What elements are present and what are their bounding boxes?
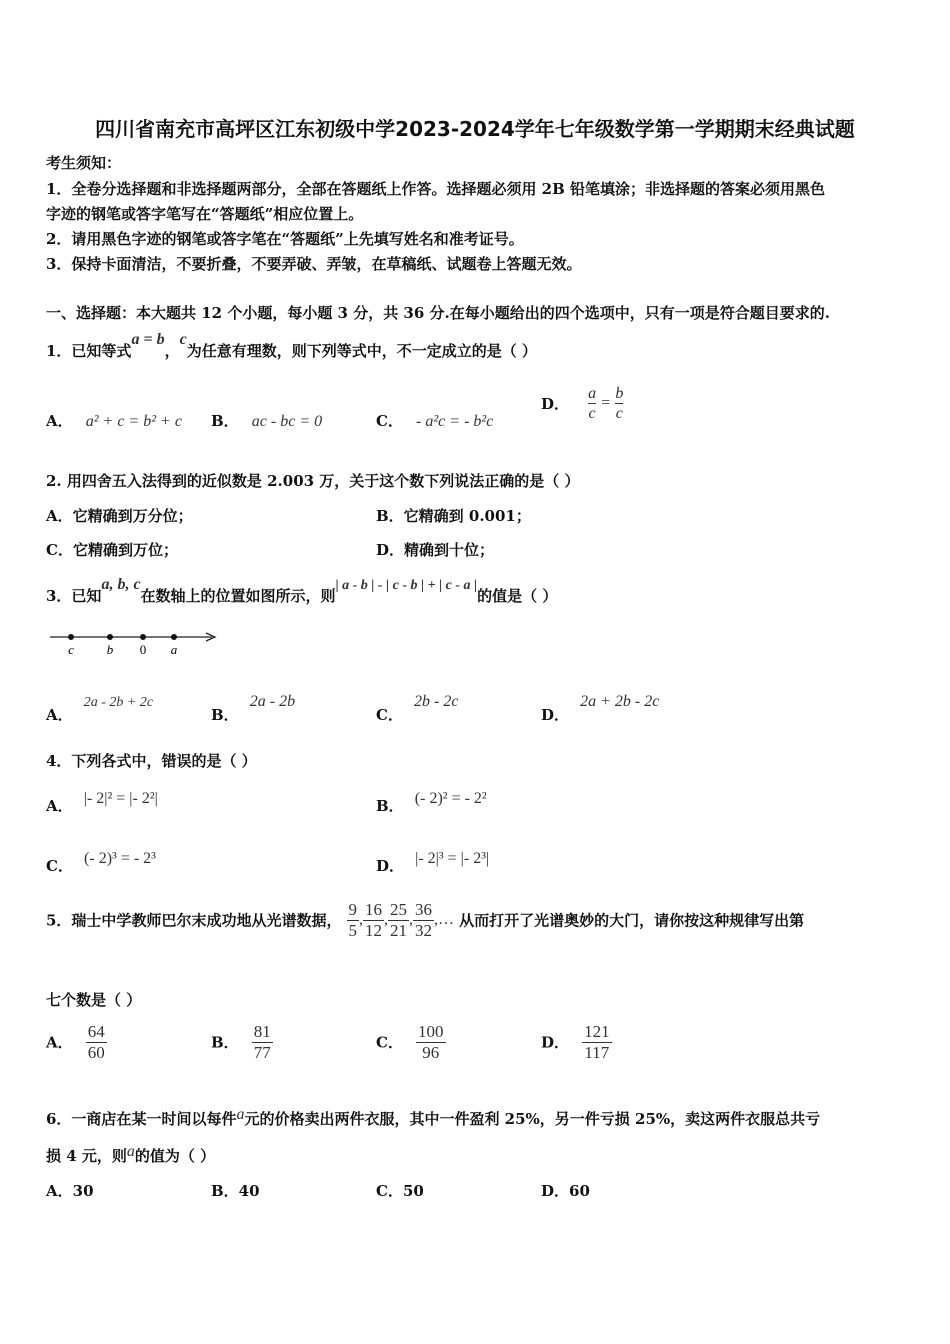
q5-seq-fraction-4: [413, 900, 434, 940]
q1-d-left-denominator: c: [588, 405, 596, 423]
q1-option-b-math: ac - bc = 0: [251, 413, 323, 430]
q1-d-equals: =: [601, 394, 611, 412]
notice-line-2: 2．请用黑色字迹的钢笔或答字笔在“答题纸”上先填写姓名和准考证号。: [46, 230, 524, 248]
q5-option-d[interactable]: [541, 1022, 612, 1062]
q6-pre: 6．一商店在某一时间以每件: [46, 1110, 237, 1128]
q4-option-c-label: C．: [46, 857, 73, 875]
question-3-stem: [46, 576, 558, 606]
axis-label-0: 0: [139, 642, 147, 657]
q5-a-den: 60: [87, 1042, 105, 1062]
q5-c-num: 100: [418, 1022, 444, 1041]
q3-option-d-label: D．: [541, 706, 570, 724]
q5-stem-line-2: 七个数是（ ）: [46, 991, 142, 1009]
q6-variable-a: a: [236, 1106, 245, 1123]
q5-d-den: 117: [584, 1042, 610, 1062]
q6-option-c[interactable]: C．50: [376, 1182, 424, 1200]
q1-d-right-denominator: c: [615, 405, 623, 423]
question-5-stem: 5．瑞士中学教师巴尔末成功地从光谱数据， $\frac{9}{5}$ , $\frac{16}{12}$ , $\frac{25}{21}$ , $\frac{36}{32}$ ,… 从而打开了光谱奥妙的大门，请你按这种规律写出第: [46, 900, 805, 940]
q1-d-right-numerator: b: [615, 384, 623, 404]
question-2-stem: 2. 用四舍五入法得到的近似数是 2.003 万，关于这个数下列说法正确的是（ ）: [46, 472, 580, 490]
q5-seq-1-den: 5: [348, 920, 358, 940]
point-b: [107, 634, 113, 640]
q1-option-d-label: D．: [541, 395, 570, 414]
q3-expression: | a - b | - | c - b | + | c - a |: [335, 578, 478, 593]
q5-seq-4-num: 36: [415, 900, 433, 919]
q5-option-b[interactable]: [211, 1022, 273, 1062]
q3-option-c[interactable]: [376, 690, 459, 724]
q5-seq-fraction-1: [347, 900, 360, 940]
q3-option-a-math: 2a - 2b + 2c: [83, 695, 154, 710]
q3-option-a-label: A．: [46, 706, 73, 724]
q5-option-d-fraction: [582, 1022, 612, 1062]
q4-option-d-math: |- 2|³ = |- 2³|: [415, 850, 490, 867]
q3-option-b-label: B．: [211, 706, 239, 724]
q1-option-c[interactable]: [376, 410, 493, 431]
q5-option-d-label: D．: [541, 1033, 570, 1052]
q5-post: 从而打开了光谱奥妙的大门，请你按这种规律写出第: [459, 911, 805, 930]
q2-option-b[interactable]: B．它精确到 0.001；: [376, 507, 531, 525]
q6-post: 元的价格卖出两件衣服，其中一件盈利 25%，另一件亏损 25%，卖这两件衣服总共亏: [244, 1110, 821, 1128]
q3-mid: 在数轴上的位置如图所示，则: [140, 587, 336, 605]
q1-option-b-label: B．: [211, 412, 239, 430]
q4-option-a-label: A．: [46, 797, 73, 815]
q5-option-a-label: A．: [46, 1033, 73, 1052]
q4-option-d-label: D．: [376, 857, 405, 875]
section-heading: 一、选择题：本大题共 12 个小题，每小题 3 分，共 36 分.在每小题给出的四个选项中，只有一项是符合题目要求的.: [46, 304, 830, 322]
q3-option-a[interactable]: [46, 690, 154, 724]
q5-seq-1-num: 9: [348, 900, 358, 919]
notice-line-1b: 字迹的钢笔或答字笔写在“答题纸”相应位置上。: [46, 205, 364, 223]
q6-option-d[interactable]: D．60: [541, 1182, 590, 1200]
q4-option-a[interactable]: [46, 787, 158, 815]
notice-heading: 考生须知：: [46, 154, 122, 172]
q5-option-c[interactable]: [376, 1022, 446, 1062]
q5-option-a-fraction: [86, 1022, 107, 1062]
q3-option-d[interactable]: [541, 690, 660, 724]
q4-option-b-label: B．: [376, 797, 404, 815]
q5-option-c-fraction: [416, 1022, 446, 1062]
axis-label-b: b: [106, 642, 114, 657]
q6-line2-post: 的值为（ ）: [134, 1147, 216, 1165]
q1-option-c-math: - a²c = - b²c: [416, 413, 494, 430]
notice-line-3: 3．保持卡面清洁，不要折叠，不要弄破、弄皱，在草稿纸、试题卷上答题无效。: [46, 255, 582, 273]
page-title: 四川省南充市高坪区江东初级中学2023-2024学年七年级数学第一学期期末经典试题: [95, 117, 855, 141]
q1-option-d[interactable]: [541, 384, 623, 423]
q5-option-b-fraction: [252, 1022, 273, 1062]
question-6-stem: [46, 1108, 820, 1129]
q5-pre: 5．瑞士中学教师巴尔末成功地从光谱数据，: [46, 911, 342, 930]
q4-option-b[interactable]: [376, 787, 487, 815]
q5-d-num: 121: [584, 1022, 610, 1041]
question-1-stem: [46, 331, 537, 361]
q4-option-c[interactable]: [46, 847, 156, 875]
q2-option-d[interactable]: D．精确到十位；: [376, 541, 495, 559]
point-c: [68, 634, 74, 640]
q1-option-a-math: a² + c = b² + c: [85, 413, 182, 430]
q3-pre: 3．已知: [46, 587, 102, 605]
q1-option-a-label: A．: [46, 412, 73, 430]
q5-ellipsis: …: [438, 911, 455, 929]
q1-d-left-numerator: a: [588, 384, 596, 404]
axis-label-a: a: [170, 642, 178, 657]
number-line-figure: [46, 624, 221, 658]
q3-option-c-math: 2b - 2c: [414, 693, 459, 710]
q3-vars: a, b, c: [101, 576, 141, 593]
q5-option-a[interactable]: [46, 1022, 107, 1062]
axis-label-c: c: [68, 642, 74, 657]
q5-seq-2-den: 12: [365, 920, 383, 940]
q1-post: 为任意有理数，则下列等式中，不一定成立的是（ ）: [186, 342, 537, 360]
q2-option-c[interactable]: C．它精确到万位；: [46, 541, 178, 559]
q1-variable-c: c: [179, 331, 187, 348]
q5-seq-fraction-3: [388, 900, 409, 940]
q5-seq-2-num: 16: [365, 900, 383, 919]
q1-option-b[interactable]: [211, 410, 322, 431]
q5-b-den: 77: [253, 1042, 271, 1062]
q1-option-a[interactable]: [46, 410, 182, 431]
q1-comma: ，: [164, 342, 180, 360]
point-a: [171, 634, 177, 640]
q3-option-b-math: 2a - 2b: [249, 693, 296, 710]
q4-option-b-math: (- 2)² = - 2²: [414, 790, 487, 807]
q5-c-den: 96: [422, 1042, 440, 1062]
q3-option-d-math: 2a + 2b - 2c: [580, 693, 660, 710]
q5-seq-3-den: 21: [390, 920, 408, 940]
notice-line-1a: 1．全卷分选择题和非选择题两部分，全部在答题纸上作答。选择题必须用 2B 铅笔填涂；非选择题的答案必须用黑色: [46, 180, 826, 198]
q3-option-b[interactable]: [211, 690, 296, 724]
q5-option-c-label: C．: [376, 1033, 403, 1052]
q5-a-num: 64: [87, 1022, 105, 1041]
point-0: [140, 634, 146, 640]
q6-stem-line-2: [46, 1145, 215, 1166]
q4-option-a-math: |- 2|² = |- 2²|: [83, 790, 158, 807]
q1-option-c-label: C．: [376, 412, 403, 430]
q1-pre: 1．已知等式: [46, 342, 132, 360]
q5-seq-3-num: 25: [390, 900, 408, 919]
q6-option-a[interactable]: A．30: [46, 1182, 94, 1200]
q1-equation: a = b: [131, 331, 165, 348]
q6-option-b[interactable]: B．40: [211, 1182, 260, 1200]
q6-line2-pre: 损 4 元，则: [46, 1147, 127, 1165]
q5-b-num: 81: [253, 1022, 271, 1041]
q5-option-b-label: B．: [211, 1033, 239, 1052]
question-4-stem: 4．下列各式中，错误的是（ ）: [46, 752, 257, 770]
q5-seq-4-den: 32: [415, 920, 433, 940]
q4-option-d[interactable]: [376, 847, 490, 875]
q2-option-a[interactable]: A．它精确到万分位；: [46, 507, 193, 525]
q1-option-d-right-fraction: [615, 384, 623, 423]
q1-option-d-left-fraction: [588, 384, 596, 423]
q3-option-c-label: C．: [376, 706, 403, 724]
q5-seq-fraction-2: [363, 900, 384, 940]
q4-option-c-math: (- 2)³ = - 2³: [84, 850, 156, 867]
q6-variable-a-2: a: [126, 1143, 135, 1160]
q3-post: 的值是（ ）: [477, 587, 558, 605]
